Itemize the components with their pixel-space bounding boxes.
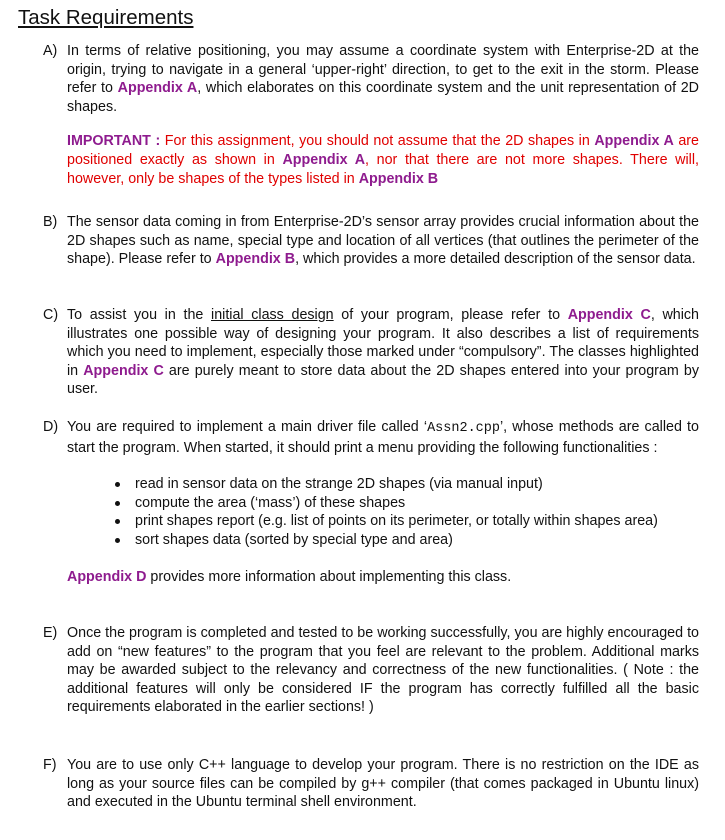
section-b-text (67, 213, 699, 269)
section-d-label: D) (43, 419, 59, 435)
section-f (43, 756, 699, 812)
list-item-text: compute the area (‘mass’) of these shapes (135, 494, 406, 511)
important-label: IMPORTANT : (67, 133, 161, 150)
bullet-icon (115, 519, 120, 524)
section-e-label: E) (43, 625, 58, 641)
text-span: ’, whose methods are called to start the program. When started, it should print a menu providing the following functionalities : (67, 419, 699, 456)
list-item-text: read in sensor data on the strange 2D shapes (via manual input) (135, 476, 543, 493)
list-item (115, 531, 699, 550)
section-f-label: F) (43, 757, 57, 773)
list-item (115, 494, 699, 513)
text-span: are purely meant to store data about the 2D shapes entered into your program by user. (67, 362, 699, 398)
section-a-text (67, 42, 699, 116)
appendix-d-note (67, 568, 699, 587)
section-d (43, 418, 699, 586)
bullet-icon (115, 538, 120, 543)
appendix-b-ref: Appendix B (215, 251, 296, 268)
appendix-a-ref: Appendix A (282, 151, 366, 168)
section-b (43, 213, 699, 269)
functionality-list (43, 475, 699, 549)
list-item (115, 512, 699, 531)
text-span: of your program, please refer to (333, 307, 568, 323)
appendix-a-ref: Appendix A (594, 133, 674, 150)
text-span: provides more information about implementing this class. (146, 568, 512, 585)
text-span: For this assignment, you should not assume that the 2D shapes in (160, 133, 595, 150)
bullet-icon (115, 482, 120, 487)
page-title: Task Requirements (18, 6, 194, 29)
section-e (43, 624, 699, 717)
section-f-text: You are to use only C++ language to develop your program. There is no restriction on the IDE as long as your source files can be compiled by g++ compiler (that comes packaged in Ubuntu linux) and executed in the Ubuntu terminal shell environment. (67, 757, 699, 811)
appendix-d-ref: Appendix D (67, 568, 147, 585)
appendix-c-ref: Appendix C (83, 362, 164, 379)
section-c (43, 306, 699, 399)
initial-class-design-text: initial class design (211, 307, 334, 323)
text-span: , which elaborates on this coordinate system and the unit representation of 2D shapes. (67, 80, 700, 115)
text-span: The sensor data coming in from Enterprise-2D’s sensor array provides crucial information about the 2D shapes such as name, special type and location of all vertices (that outlines the perimeter of the shape). Please refer to (67, 214, 699, 268)
text-span: In terms of relative positioning, you may assume a coordinate system with Enterprise-2D at the origin, trying to navigate in a general ‘upper-right’ direction, to get to the exit in the storm. Please refer to (67, 43, 699, 97)
appendix-c-ref: Appendix C (567, 307, 651, 323)
bullet-icon (115, 501, 120, 506)
section-b-label: B) (43, 214, 58, 230)
section-a-label: A) (43, 43, 58, 59)
section-c-text (67, 306, 699, 399)
list-item-text: sort shapes data (sorted by special type and area) (135, 531, 453, 548)
text-span: , which illustrates one possible way of designing your program. It also describes a list of requirements which you need to implement, especially those marked under “compulsory”. The classes highlighted in (67, 307, 700, 379)
section-c-label: C) (43, 307, 59, 323)
text-span: To assist you in the (67, 307, 212, 323)
section-e-text: Once the program is completed and tested to be working successfully, you are highly encouraged to add on “new features” to the program that you feel are relevant to the problem. Additional marks may be awarded subject to the relevancy and correctness of the new functionalities. ( Note : the additional features will only be considered IF the program has correctly fulfilled all the basic requirements elaborated in the earlier sections! ) (67, 625, 699, 716)
list-item-text: print shapes report (e.g. list of points on its perimeter, or totally within shapes area) (135, 513, 658, 530)
list-item (115, 475, 699, 494)
text-span: are positioned exactly as shown in (67, 133, 699, 168)
appendix-b-ref: Appendix B (358, 170, 439, 187)
section-d-text (67, 418, 699, 457)
section-a (43, 42, 699, 188)
appendix-a-ref: Appendix A (117, 80, 198, 97)
text-span: , nor that there are not more shapes. There will, however, only be shapes of the types listed in (67, 151, 699, 187)
important-note (67, 132, 699, 188)
text-span: You are required to implement a main driver file called ‘ (67, 419, 428, 435)
text-span: , which provides a more detailed description of the sensor data. (295, 251, 696, 268)
filename-code: Assn2.cpp (427, 421, 500, 436)
